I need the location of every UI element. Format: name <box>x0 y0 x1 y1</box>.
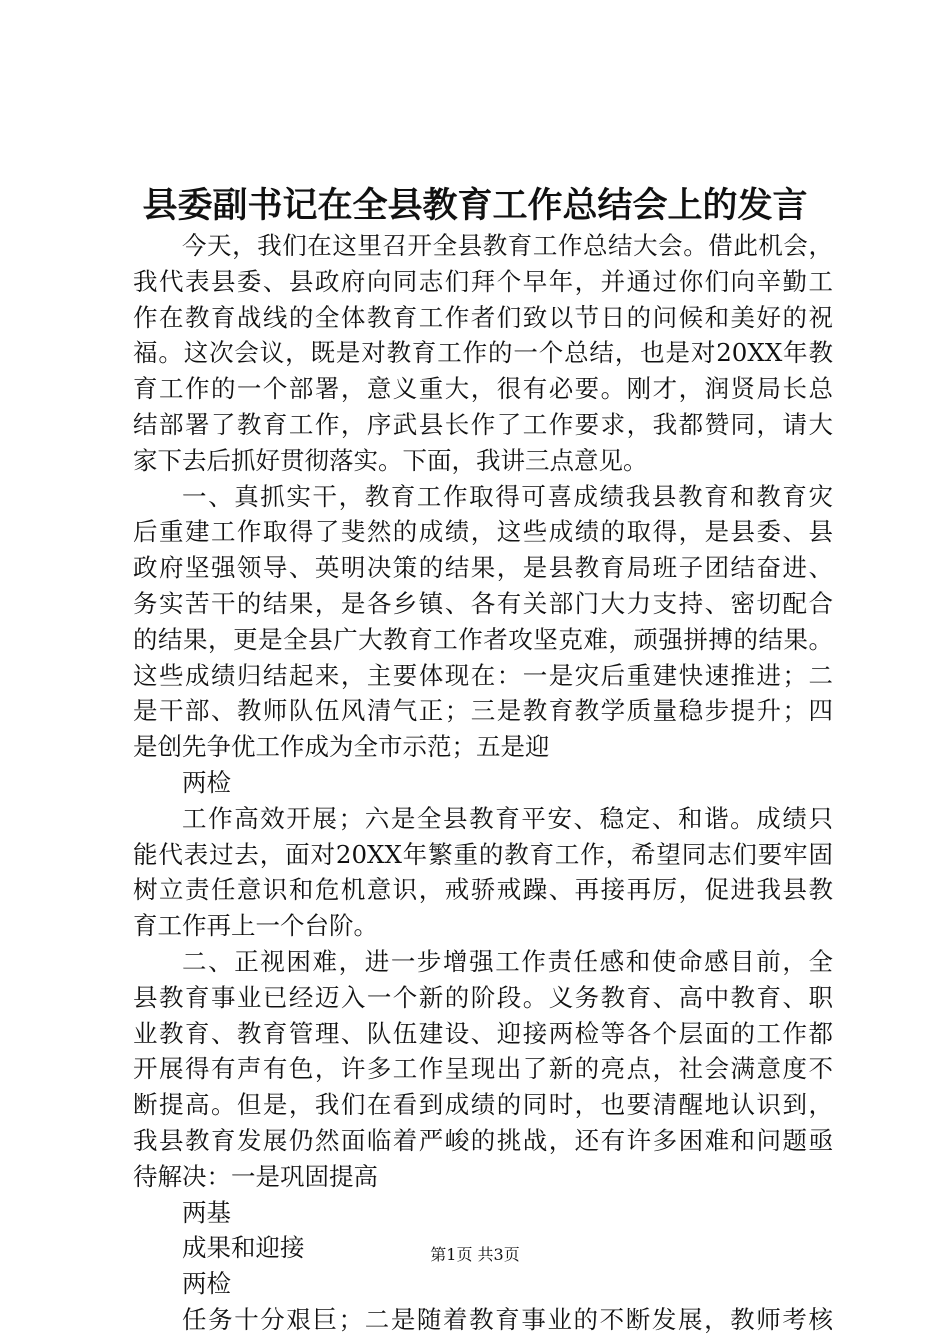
text-line: 我代表县委、县政府向同志们拜个早年，并通过你们向辛勤工 <box>133 266 833 296</box>
text-line: 两检 <box>182 767 231 797</box>
text-line: 断提高。但是，我们在看到成绩的同时，也要清醒地认识到， <box>133 1090 833 1120</box>
text-line: 能代表过去，面对20XX年繁重的教育工作，希望同志们要牢固 <box>133 839 833 869</box>
text-line: 开展得有声有色，许多工作呈现出了新的亮点，社会满意度不 <box>133 1054 833 1084</box>
text-line: 的结果，更是全县广大教育工作者攻坚克难，顽强拼搏的结果。 <box>133 624 833 654</box>
page-number-footer: 第1页 共3页 <box>430 1245 520 1264</box>
text-line: 家下去后抓好贯彻落实。下面，我讲三点意见。 <box>133 445 648 475</box>
text-line: 一、真抓实干，教育工作取得可喜成绩我县教育和教育灾 <box>182 481 833 511</box>
text-line: 今天，我们在这里召开全县教育工作总结大会。借此机会， <box>182 231 833 260</box>
text-line: 是创先争优工作成为全市示范；五是迎 <box>133 732 550 762</box>
text-line: 两基 <box>182 1197 231 1227</box>
text-line: 后重建工作取得了斐然的成绩，这些成绩的取得，是县委、县 <box>133 517 833 547</box>
text-line: 政府坚强领导、英明决策的结果，是县教育局班子团结奋进、 <box>133 553 833 583</box>
text-line: 任务十分艰巨；二是随着教育事业的不断发展，教师考核 <box>182 1304 833 1334</box>
text-line: 结部署了教育工作，序武县长作了工作要求，我都赞同，请大 <box>133 409 833 439</box>
text-line: 是干部、教师队伍风清气正；三是教育教学质量稳步提升；四 <box>133 696 833 726</box>
text-line: 务实苦干的结果，是各乡镇、各有关部门大力支持、密切配合 <box>133 588 833 618</box>
text-line: 育工作再上一个台阶。 <box>133 911 378 941</box>
text-line: 我县教育发展仍然面临着严峻的挑战，还有许多困难和问题亟 <box>133 1125 833 1155</box>
text-line: 育工作的一个部署，意义重大，很有必要。刚才，润贤局长总 <box>133 374 833 404</box>
document-title: 县委副书记在全县教育工作总结会上的发言 <box>142 185 808 226</box>
document-body <box>133 228 833 1338</box>
text-line: 树立责任意识和危机意识，戒骄戒躁、再接再厉，促进我县教 <box>133 875 833 905</box>
text-line: 这些成绩归结起来，主要体现在：一是灾后重建快速推进；二 <box>133 660 833 690</box>
text-line: 待解决：一是巩固提高 <box>133 1161 378 1191</box>
text-line: 两检 <box>182 1269 231 1299</box>
text-line: 二、正视困难，进一步增强工作责任感和使命感目前，全 <box>182 946 833 976</box>
text-line: 福。这次会议，既是对教育工作的一个总结，也是对20XX年教 <box>133 338 833 368</box>
text-line: 作在教育战线的全体教育工作者们致以节日的问候和美好的祝 <box>133 302 833 332</box>
text-line: 县教育事业已经迈入一个新的阶段。义务教育、高中教育、职 <box>133 982 833 1012</box>
text-line: 业教育、教育管理、队伍建设、迎接两检等各个层面的工作都 <box>133 1018 833 1048</box>
text-line: 成果和迎接 <box>182 1233 305 1263</box>
text-line: 工作高效开展；六是全县教育平安、稳定、和谐。成绩只 <box>182 803 833 833</box>
